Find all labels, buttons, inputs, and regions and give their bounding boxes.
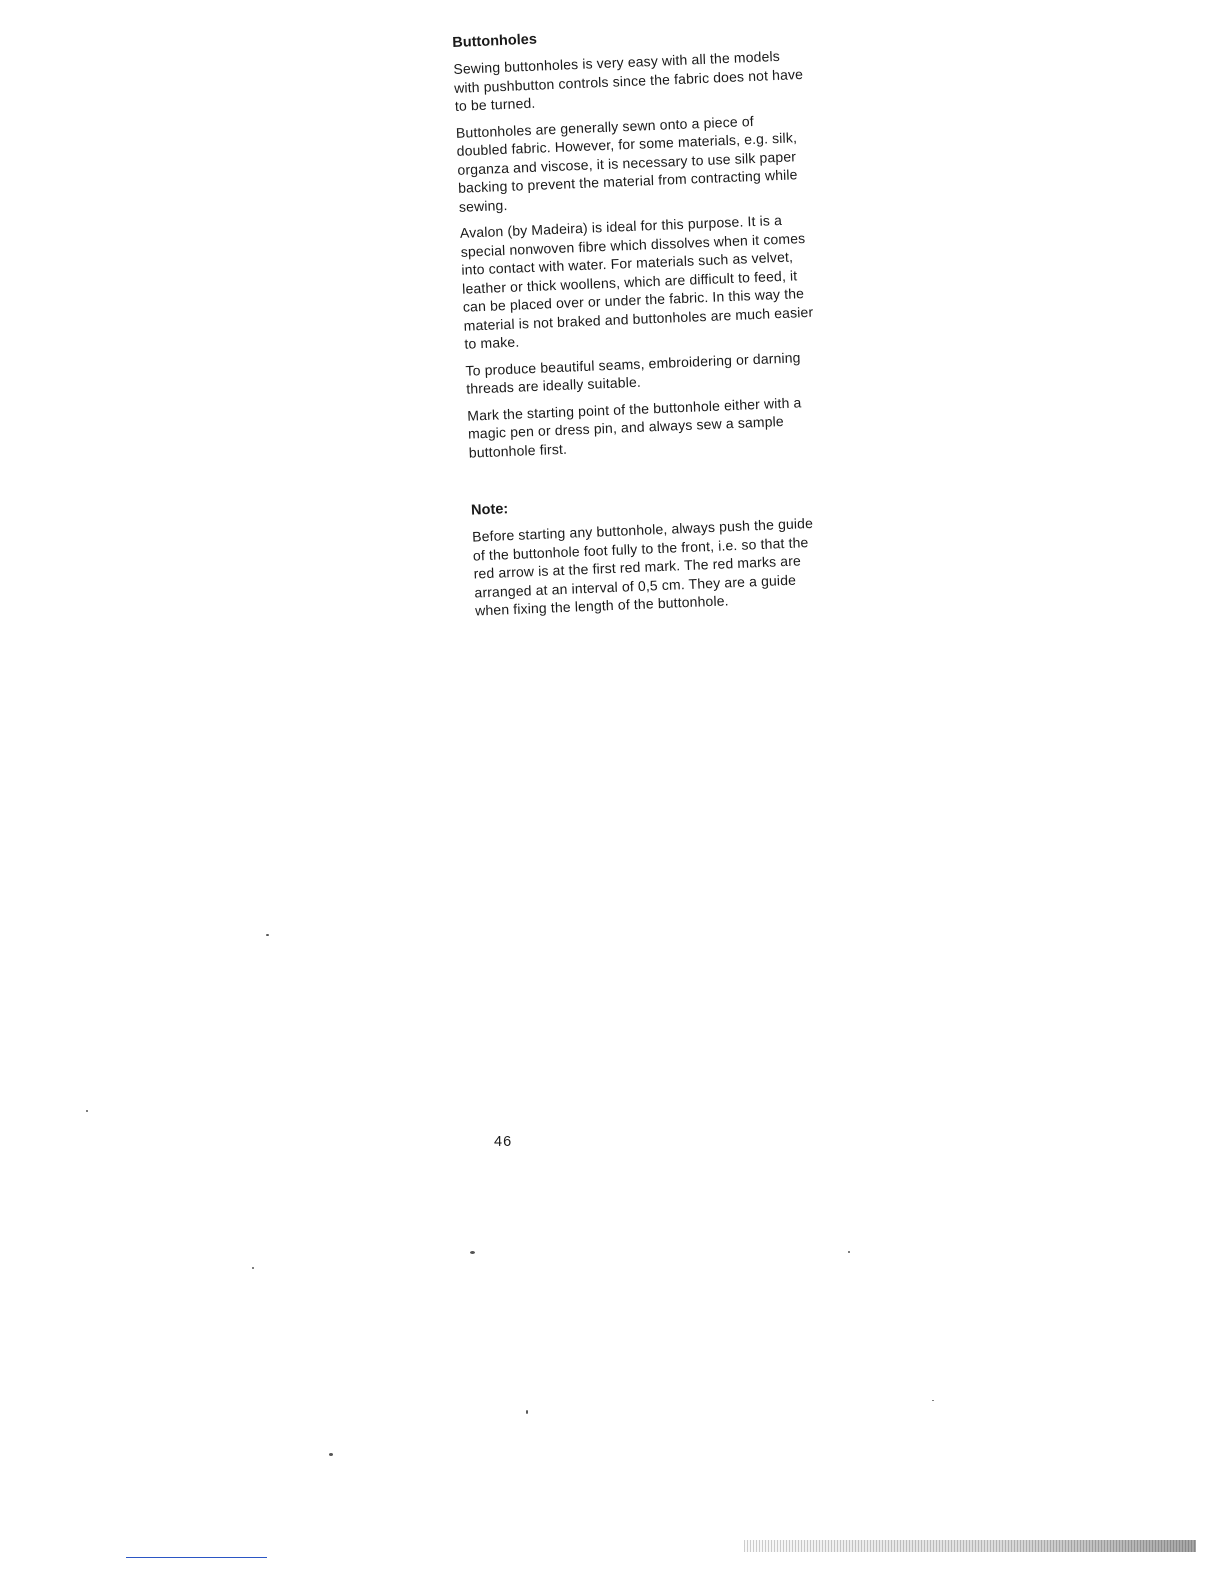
- paragraph-threads: To produce beautiful seams, embroidering or darning threads are ideally suitable.: [465, 348, 801, 397]
- scan-speck: [470, 1251, 475, 1254]
- paragraph-intro: Sewing buttonholes is very easy with all the models with pushbutton controls since the fabric does not have to be turned.: [453, 47, 804, 114]
- scan-edge-strip: [744, 1540, 1196, 1552]
- note-text: Before starting any buttonhole, always push the guide of the buttonhole foot fully to the front, i.e. so that the red arrow is at the first red mark. The red marks are arranged at an interval of 0,5 cm. They are a guide when fixing the length of the buttonhole.: [471, 514, 814, 619]
- note-heading: Note:: [470, 501, 509, 519]
- paragraph-mark-start: Mark the starting point of the buttonhole either with a magic pen or dress pin, and always sew a sample buttonhole first.: [466, 393, 802, 461]
- scan-speck: [266, 934, 269, 936]
- scan-speck: [848, 1251, 850, 1253]
- scan-speck: [86, 1110, 88, 1112]
- scan-speck: [252, 1267, 254, 1269]
- scan-speck: [932, 1400, 934, 1401]
- section-heading: Buttonholes: [452, 31, 538, 51]
- bottom-left-rule: [126, 1557, 267, 1558]
- scan-speck: [329, 1453, 333, 1456]
- paragraph-doubled-fabric: Buttonholes are generally sewn onto a piece of doubled fabric. However, for some materials, e.g. silk, organza and viscose, it is necessary to use silk paper backing to prevent the material from contracting while sewing.: [455, 112, 798, 215]
- paragraph-avalon: Avalon (by Madeira) is ideal for this purpose. It is a special nonwoven fibre which dissolves when it comes into contact with water. For materials such as velvet, leather or thick woollens, which are difficult to feed, it can be placed over or under the fabric. In this way the material is not braked and buttonholes are much easier to make.: [459, 211, 814, 352]
- scan-speck: [526, 1410, 528, 1414]
- page-number: 46: [494, 1134, 513, 1150]
- text-column: [452, 20, 828, 628]
